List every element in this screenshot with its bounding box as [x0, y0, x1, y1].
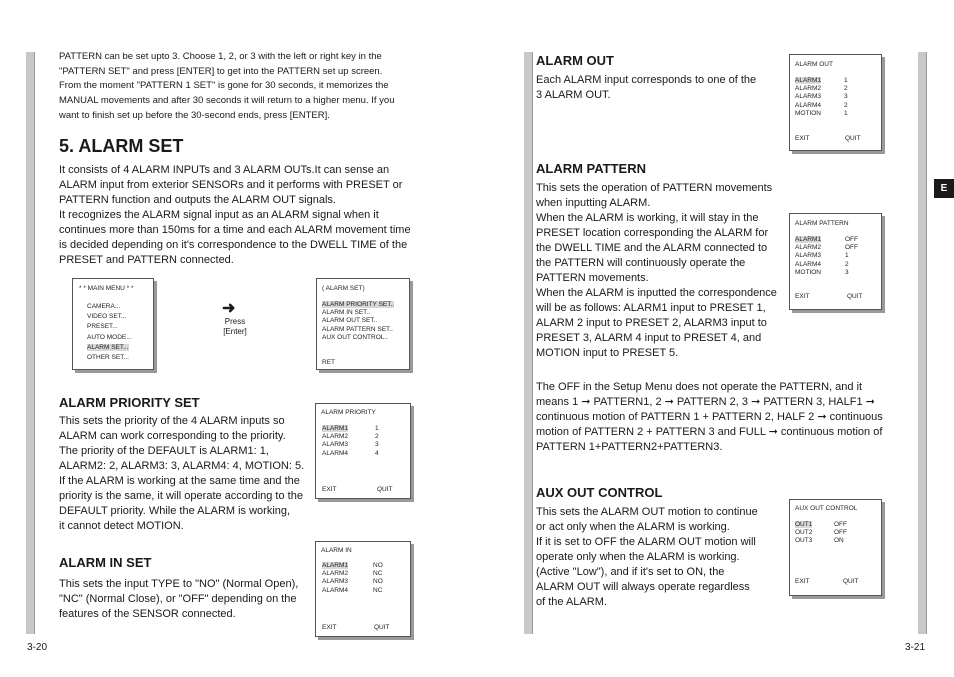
alarm-out-screen [789, 54, 882, 151]
menu-rows [795, 236, 875, 277]
aux-out-heading: AUX OUT CONTROL [536, 485, 663, 500]
text-line: If it is set to OFF the ALARM OUT motion will [536, 536, 756, 548]
text-line: PRESET and PATTERN connected. [59, 254, 234, 266]
quit-label: QUIT [845, 135, 861, 142]
row-value: OFF [845, 236, 858, 243]
text-line: the DWELL TIME and the ALARM connected to [536, 242, 768, 254]
menu-rows [322, 425, 402, 458]
text-line: of the ALARM. [536, 596, 607, 608]
menu-item: ALARM PATTERN SET.. [322, 325, 393, 333]
text-line: PATTERN function and outputs the ALARM OUT signals. [59, 194, 336, 206]
press-enter-label [222, 317, 248, 337]
exit-label: EXIT [795, 578, 810, 585]
row-value: 2 [845, 260, 849, 268]
quit-label: QUIT [374, 624, 390, 631]
alarm-out-description [536, 73, 756, 103]
alarm-in-screen [315, 541, 411, 637]
text-line: PATTERN 1+PATTERN2+PATTERN3. [536, 441, 723, 453]
row-label: MOTION [795, 109, 821, 117]
section-title: 5. ALARM SET [59, 136, 184, 156]
text-line: The OFF in the Setup Menu does not operate the PATTERN, and it [536, 381, 863, 393]
enter-text: [Enter] [223, 327, 247, 336]
text-line: (Active "Low"), and if it's set to ON, the [536, 566, 725, 578]
text-line: PRESET location corresponding the ALARM for [536, 227, 769, 239]
pattern-intro-text [59, 50, 394, 124]
menu-rows [795, 521, 875, 546]
row-value: 2 [844, 85, 848, 93]
row-value: 2 [844, 101, 848, 109]
text-line: ALARM can work corresponding to the priority. [59, 430, 286, 442]
priority-heading: ALARM PRIORITY SET [59, 395, 200, 410]
text-line: When the ALARM is working, it will stay in the [536, 212, 759, 224]
text-line: 3 ALARM OUT. [536, 89, 611, 101]
text-line: This sets the input TYPE to "NO" (Normal Open), [59, 578, 299, 590]
row-label: ALARM2 [795, 85, 822, 93]
text-line: is decided depending on it's correspondence to the DWELL TIME of the [59, 239, 408, 251]
text-line: ALARM 2 input to PRESET 2, ALARM3 input to [536, 317, 767, 329]
menu-item: AUTO MODE... [87, 333, 132, 341]
alarm-in-heading: ALARM IN SET [59, 555, 152, 570]
alarm-in-description [59, 577, 298, 622]
row-label: OUT2 [795, 529, 813, 537]
text-line: priority is the same, it will operate according to the [59, 490, 303, 502]
alarm-pattern-heading: ALARM PATTERN [536, 161, 647, 176]
row-label: ALARM2 [795, 244, 822, 252]
row-value: 2 [375, 433, 379, 441]
text-line: will be as follows: ALARM1 input to PRESET 1, [536, 302, 766, 314]
exit-label: EXIT [795, 293, 810, 300]
text-line: Each ALARM input corresponds to one of the [536, 74, 757, 86]
menu-item-selected: ALARM PRIORITY SET.. [322, 301, 395, 308]
text-line: MOTION input to PRESET 5. [536, 347, 679, 359]
row-value: NO [373, 578, 383, 586]
row-label: ALARM3 [795, 252, 822, 260]
quit-label: QUIT [377, 486, 393, 493]
page-number-right: 3-21 [905, 642, 926, 653]
row-value: NC [373, 586, 383, 594]
menu-title: ALARM OUT [795, 61, 833, 68]
text-line: It consists of 4 ALARM INPUTs and 3 ALARM OUTs.It can sense an [59, 164, 390, 176]
menu-item: ALARM OUT SET.. [322, 317, 378, 325]
row-value: 1 [845, 252, 849, 260]
alarm-out-heading: ALARM OUT [536, 53, 614, 68]
menu-title: AUX OUT CONTROL [795, 505, 858, 512]
pattern-off-description [536, 380, 883, 455]
left-margin-bar [26, 52, 35, 634]
menu-item: PRESET... [87, 323, 118, 331]
text-line: want to finish set up before the 30-second ends, press [ENTER]. [59, 109, 330, 121]
row-value: NO [373, 562, 383, 569]
menu-item: CAMERA... [87, 303, 121, 310]
press-text: Press [224, 317, 246, 326]
menu-items [322, 301, 394, 342]
row-label: OUT1 [795, 521, 813, 528]
row-label: ALARM3 [322, 441, 349, 449]
alarm-set-menu-screen [316, 278, 410, 370]
text-line: If the ALARM is working at the same time and the [59, 475, 300, 487]
row-value: 1 [375, 425, 379, 432]
menu-item-selected: ALARM SET... [87, 343, 129, 351]
text-line: PATTERN movements. [536, 272, 649, 284]
priority-description [59, 414, 304, 534]
exit-label: EXIT [322, 486, 337, 493]
row-label: ALARM4 [322, 586, 349, 594]
menu-rows [795, 77, 875, 118]
text-line: ALARM input from exterior SENSORs and it performs with PRESET or [59, 179, 403, 191]
text-line: ALARM2: 2, ALARM3: 3, ALARM4: 4, MOTION: 5. [59, 460, 305, 472]
row-value: 1 [844, 109, 848, 117]
quit-label: QUIT [847, 293, 863, 300]
row-label: OUT3 [795, 537, 813, 545]
menu-rows [322, 562, 402, 595]
text-line: DEFAULT priority. While the ALARM is working, [59, 505, 291, 517]
text-line: it cannot detect MOTION. [59, 520, 184, 532]
menu-title: ALARM PRIORITY [321, 409, 376, 416]
page-number-left: 3-20 [27, 642, 48, 653]
text-line: It recognizes the ALARM signal input as an ALARM signal when it [59, 209, 379, 221]
aux-out-control-screen [789, 499, 882, 596]
row-value: NC [373, 570, 383, 578]
row-value: 4 [375, 449, 379, 457]
row-label: ALARM1 [322, 562, 349, 569]
exit-label: EXIT [322, 624, 337, 631]
row-label: ALARM4 [795, 260, 822, 268]
alarm-set-description [59, 163, 411, 268]
row-label: ALARM3 [322, 578, 349, 586]
text-line: PATTERN can be set upto 3. Choose 1, 2, or 3 with the left or right key in the [59, 51, 382, 62]
text-line: means 1 ➞ PATTERN1, 2 ➞ PATTERN 2, 3 ➞ PATTERN 3, HALF1 ➞ [536, 396, 875, 408]
text-line: This sets the ALARM OUT motion to continue [536, 506, 758, 518]
right-arrow-icon: ➜ [222, 300, 236, 317]
text-line: motion of PATTERN 2 + PATTERN 3 and FULL ➞ continuous motion of [536, 426, 883, 438]
menu-title: ALARM IN [321, 547, 352, 554]
row-value: 3 [845, 268, 849, 276]
text-line: This sets the operation of PATTERN movements [536, 182, 773, 194]
row-label: ALARM1 [795, 77, 822, 84]
quit-label: QUIT [843, 578, 859, 585]
alarm-pattern-screen [789, 213, 882, 310]
text-line: From the moment "PATTERN 1 SET" is gone for 30 seconds, it memorizes the [59, 80, 389, 92]
text-line: "NC" (Normal Close), or "OFF" depending on the [59, 593, 297, 605]
text-line: MANUAL movements and after 30 seconds it will return to a higher menu. If you [59, 95, 395, 107]
menu-item: VIDEO SET... [87, 313, 127, 321]
row-value: OFF [834, 529, 847, 537]
text-line: operate only when the ALARM is working. [536, 551, 740, 563]
menu-title: ( ALARM SET) [322, 285, 365, 292]
menu-item: AUX OUT CONTROL.. [322, 333, 388, 341]
text-line: or act only when the ALARM is working. [536, 521, 730, 533]
text-line: When the ALARM is inputted the correspondence [536, 287, 777, 299]
row-label: ALARM4 [795, 101, 822, 109]
menu-title: * * MAIN MENU * * [79, 285, 134, 292]
row-label: ALARM1 [322, 425, 349, 432]
aux-out-description [536, 505, 758, 610]
alarm-pattern-description [536, 181, 777, 361]
main-menu-screen [72, 278, 154, 370]
row-value: 3 [375, 441, 379, 449]
row-label: ALARM2 [322, 570, 349, 578]
right-margin-bar [918, 52, 927, 634]
text-line: The priority of the DEFAULT is ALARM1: 1, [59, 445, 269, 457]
menu-item: OTHER SET... [87, 353, 129, 361]
exit-label: EXIT [795, 135, 810, 142]
row-label: ALARM4 [322, 449, 349, 457]
menu-title: ALARM PATTERN [795, 220, 849, 227]
row-label: ALARM1 [795, 236, 822, 243]
menu-item: ALARM IN SET.. [322, 309, 371, 317]
center-left-margin-bar [524, 52, 533, 634]
menu-items [87, 303, 132, 364]
text-line: continues more than 150ms for a time and each ALARM movement time [59, 224, 411, 236]
text-line: PRESET 3, ALARM 4 input to PRESET 4, and [536, 332, 762, 344]
alarm-priority-screen [315, 403, 411, 499]
row-value: 3 [844, 93, 848, 101]
text-line: "PATTERN SET" and press [ENTER] to get into the PATTERN set up screen. [59, 65, 383, 77]
row-label: MOTION [795, 268, 821, 276]
row-label: ALARM2 [322, 433, 349, 441]
row-value: ON [834, 537, 844, 545]
language-tab: E [934, 179, 954, 198]
text-line: ALARM OUT will always operate regardless [536, 581, 750, 593]
row-value: OFF [834, 521, 847, 528]
text-line: when inputting ALARM. [536, 197, 651, 209]
text-line: features of the SENSOR connected. [59, 608, 236, 620]
text-line: continuous motion of PATTERN 1 + PATTERN 2, HALF 2 ➞ continuous [536, 411, 883, 423]
text-line: the PATTERN will continuously operate the [536, 257, 746, 269]
text-line: This sets the priority of the 4 ALARM inputs so [59, 415, 285, 427]
ret-label: RET [322, 359, 335, 366]
row-value: 1 [844, 77, 848, 84]
row-label: ALARM3 [795, 93, 822, 101]
row-value: OFF [845, 244, 858, 252]
